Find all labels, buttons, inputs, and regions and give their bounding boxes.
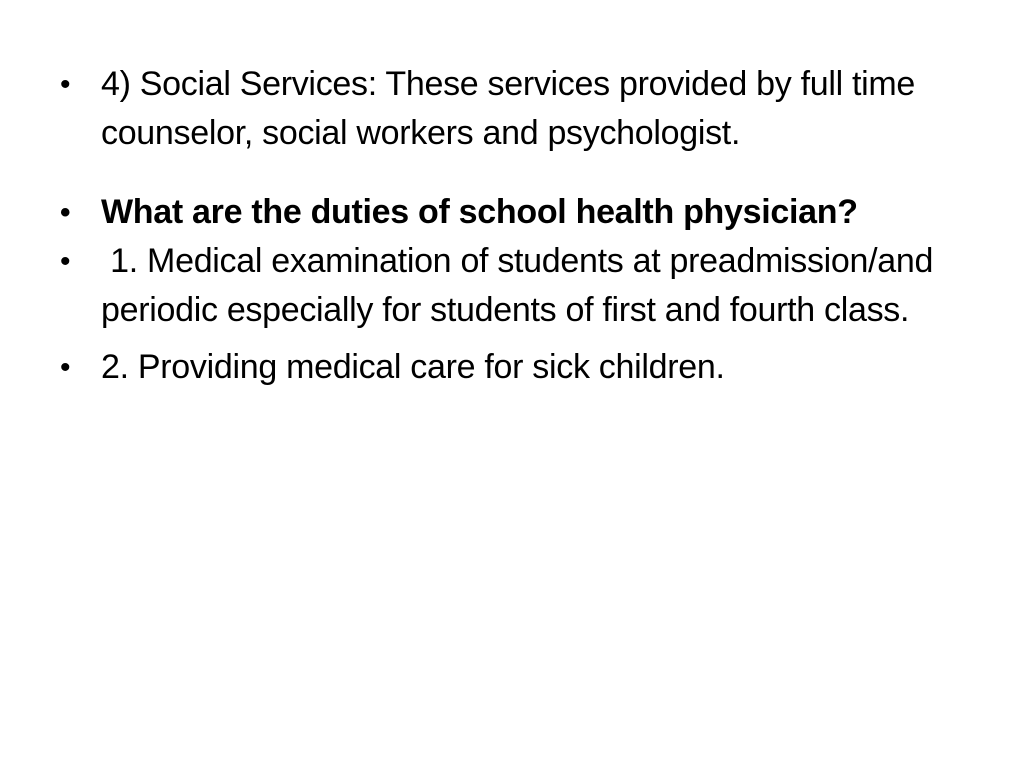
bullet-item-medical-examination: [60, 237, 960, 335]
bullet-icon: •: [60, 351, 71, 384]
bullet-item-social-services: [60, 60, 960, 158]
bullet-text: 1. Medical examination of students at preadmission/and periodic especially for students of first and fourth class.: [101, 242, 943, 329]
bullet-text: 4) Social Services: These services provided by full time counselor, social workers and psychologist.: [101, 65, 916, 152]
bullet-item-medical-care: [60, 343, 960, 392]
bullet-list: [60, 60, 960, 392]
bullet-text: 2. Providing medical care for sick children.: [101, 348, 725, 386]
bullet-icon: •: [60, 68, 71, 101]
bullet-icon: •: [60, 245, 71, 278]
bullet-icon: •: [60, 196, 71, 229]
bullet-item-question: [60, 188, 960, 237]
bullet-text: What are the duties of school health physician?: [101, 193, 858, 231]
